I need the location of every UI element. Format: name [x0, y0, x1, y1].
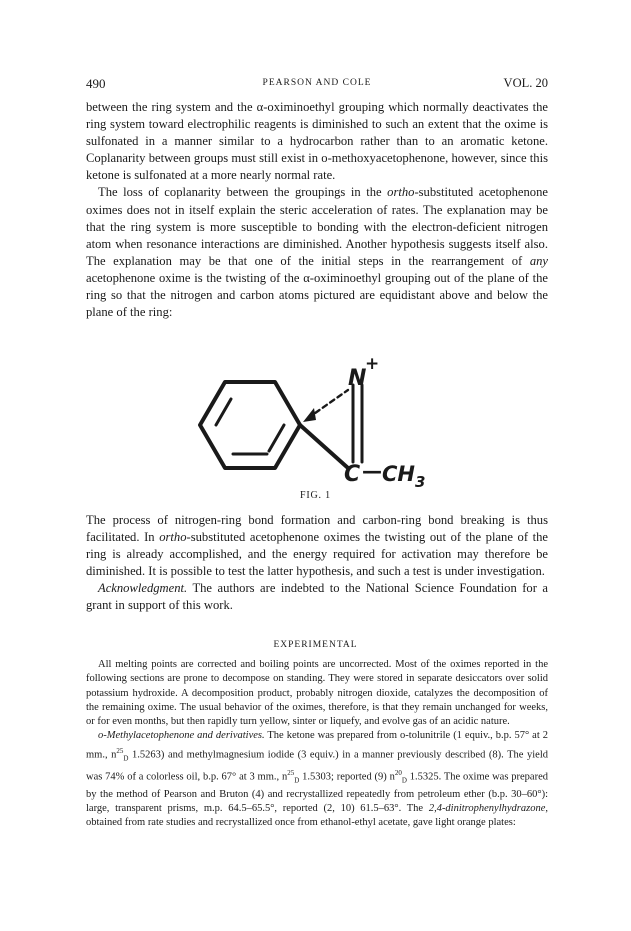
- dashed-bond-arrowhead: [303, 408, 316, 422]
- paragraph-continuation: between the ring system and the α-oximinoethyl grouping which normally deactivates the ring system toward electrophilic reagents is diminished to such an extent that the oxime is sulfonated in a manner similar to a hydrocarbon rather than to an aromatic ketone. Coplanarity between groups must still exist in o-methoxyacetophenone, however, since this ketone is sulfonated at a more nearly normal rate.: [86, 100, 548, 183]
- positive-charge-label: +: [365, 354, 380, 374]
- nitrogen-atom-label: N: [348, 366, 367, 391]
- running-title: PEARSON AND COLE: [262, 78, 372, 88]
- page-header: [86, 76, 548, 92]
- paragraph-coplanarity: The loss of coplanarity between the groupings in the ortho-substituted acetophenone oximes does not in itself explain the steric acceleration of rates. The explanation may be that the ring system is more susceptible to bonding with the electron-deficient nitrogen atom when resonance interactions are diminished. Another hypothesis suggests itself also. The explanation may be that one of the initial steps in the rearrangement of any acetophenone oxime is the twisting of the α-oximinoethyl grouping out of the plane of the ring so that the nitrogen and carbon atoms pictured are equidistant above and below the plane of the ring:: [86, 185, 548, 320]
- section-heading-experimental: EXPERIMENTAL: [273, 640, 358, 650]
- paragraph-methylacetophenone: o-Methylacetophenone and derivatives. The ketone was prepared from o-tolunitrile (1 equiv., b.p. 57° at 2 mm., $n^{25}_D$ 1.5263) and methylmagnesium iodide (3 equiv.) in a manner previously described (8). The yield was 74% of a colorless oil, b.p. 67° at 3 mm., $n^{25}_D$ 1.5303; reported (9) $n^{20}_D$ 1.5325. The oxime was prepared by the method of Pearson and Bruton (4) and recrystallized repeatedly from petroleum ether (b.p. 30–60°): large, transparent prisms, m.p. 64.5–65.5°, reported (2, 10) 61.5–63°. The 2,4-dinitrophenylhydrazone, obtained from rate studies and recrystallized once from ethanol-ethyl acetate, gave light orange plates:: [86, 730, 549, 829]
- paragraph-experimental-general: All melting points are corrected and boiling points are uncorrected. Most of the oximes reported in the following sections are prone to decompose on standing. They were stored in separate desiccators over solid potassium hydroxide. A decomposition product, probably nitrogen dioxide, catalyzes the decomposition of the remaining oxime. The usual behavior of the oximes, therefore, is that they remain unchanged for weeks, or for even months, but then rapidly turn yellow, sinter or liquefy, and evolve gas of an acidic nature.: [86, 659, 548, 728]
- bond-dash-label: —: [362, 459, 382, 483]
- figure-caption: FIG. 1: [300, 490, 331, 501]
- figure-1-structure: [190, 352, 450, 492]
- ring-carbon-bond: [300, 425, 348, 468]
- volume-label: VOL. 20: [503, 76, 548, 90]
- body-text-top: [86, 99, 548, 321]
- methyl-label: $CH_3$: [382, 462, 426, 491]
- experimental-text: [86, 658, 548, 830]
- paragraph-acknowledgment: Acknowledgment. The authors are indebted to the National Science Foundation for a grant in support of this work.: [86, 581, 548, 613]
- paragraph-process: The process of nitrogen-ring bond formation and carbon-ring bond breaking is thus facilitated. In ortho-substituted acetophenone oximes the twisting out of the plane of the ring is already accomplished, and the energy required for activation may therefore be diminished. It is possible to test the latter hypothesis, and such a test is under investigation.: [86, 513, 549, 579]
- page-number: 490: [86, 76, 106, 91]
- carbon-atom-label: C: [344, 462, 361, 487]
- body-text-middle: [86, 512, 548, 615]
